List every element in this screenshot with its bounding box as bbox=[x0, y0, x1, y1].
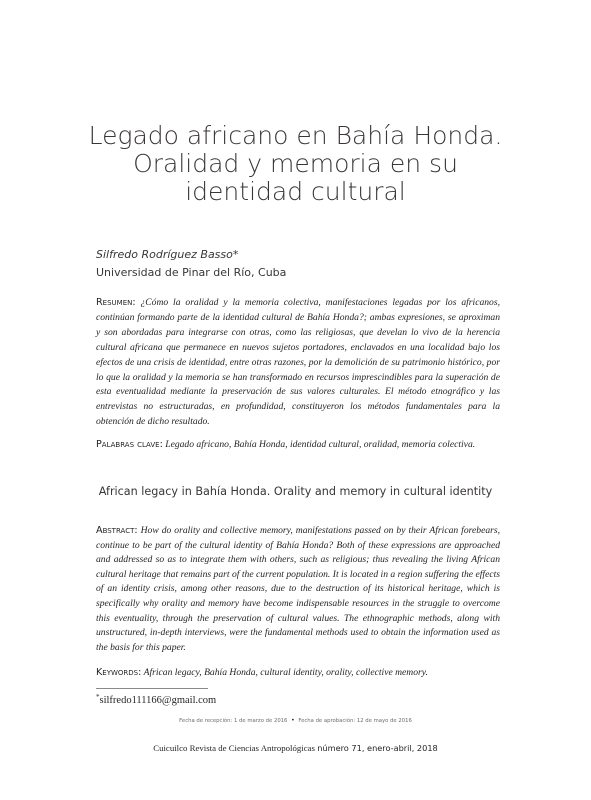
resumen-text: ¿Cómo la oralidad y la memoria colectiva, manifestaciones legadas por los africanos, continúan formando parte de la identidad cultural de Bahía Honda?; ambas expresiones, se aproximan y son abordadas para integrarse con otras, como las religiosas, que develan lo vivo de la herencia cultural africana que permanece en nuevos sujetos portadores, enclavados en una localidad bajo los efectos de una crisis de identidad, entre otras razones, por la demolición de su patrimonio histórico, por lo que la oralidad y la memoria se han transformado en recursos imprescindibles para la superación de esta eventualidad mediante la preservación de sus valores culturales. El método etnográfico y las entrevistas no estructuradas, en profundidad, constituyeron los métodos fundamentales para la obtención de dicho resultado. bbox=[96, 297, 500, 428]
publication-dates bbox=[60, 717, 531, 724]
author-affiliation: Universidad de Pinar del Río, Cuba bbox=[96, 266, 287, 279]
resumen-paragraph bbox=[96, 296, 500, 430]
dates-separator: • bbox=[291, 717, 295, 724]
title-line-3: identidad cultural bbox=[185, 177, 406, 206]
footnote bbox=[96, 693, 216, 706]
resumen-label: Resumen: bbox=[96, 297, 136, 308]
keywords-label: Keywords: bbox=[96, 667, 142, 678]
journal-name: Cuicuilco Revista de Ciencias Antropológicas bbox=[153, 743, 315, 753]
received-date: Fecha de recepción: 1 de marzo de 2016 bbox=[179, 718, 288, 724]
english-title: African legacy in Bahía Honda. Orality and memory in cultural identity bbox=[98, 485, 493, 498]
accepted-date: Fecha de aprobación: 12 de mayo de 2016 bbox=[298, 718, 412, 724]
palabras-clave-text: Legado africano, Bahía Honda, identidad cultural, oralidad, memoria colectiva. bbox=[165, 439, 476, 450]
footnote-marker: * bbox=[96, 693, 100, 701]
author-name: Silfredo Rodríguez Basso* bbox=[96, 248, 239, 261]
author-email[interactable]: silfredo111166@gmail.com bbox=[99, 695, 217, 706]
footnote-rule bbox=[96, 688, 208, 689]
palabras-clave-label: Palabras clave: bbox=[96, 439, 163, 450]
abstract-text: How do orality and collective memory, manifestations passed on by their African forebears, continue to be part of the cultural identity of Bahía Honda? Both of these expressions are approached and addressed so as to integrate them with others, such as religious; thus revealing the living African cultural heritage that remains part of the current population. It is located in a region suffering the effects of an identity crisis, among other reasons, due to the destruction of its historical heritage, which is specifically why orality and memory have become indispensable resources in the struggle to overcome this eventuality, through the preservation of cultural values. The ethnographic methods, along with unstructured, in-depth interviews, were the fundamental methods used to obtain the information used as the basis for this paper. bbox=[96, 525, 500, 653]
journal-footer bbox=[60, 743, 531, 753]
abstract-paragraph bbox=[96, 524, 500, 655]
keywords-text: African legacy, Bahía Honda, cultural identity, orality, collective memory. bbox=[143, 667, 428, 678]
keywords-paragraph bbox=[96, 666, 500, 681]
journal-issue: número 71, enero-abril, 2018 bbox=[317, 743, 438, 753]
abstract-label: Abstract: bbox=[96, 525, 138, 536]
article-title bbox=[60, 122, 531, 206]
title-line-2: Oralidad y memoria en su bbox=[133, 149, 458, 178]
title-line-1: Legado africano en Bahía Honda. bbox=[88, 121, 503, 150]
palabras-clave-paragraph bbox=[96, 438, 500, 453]
